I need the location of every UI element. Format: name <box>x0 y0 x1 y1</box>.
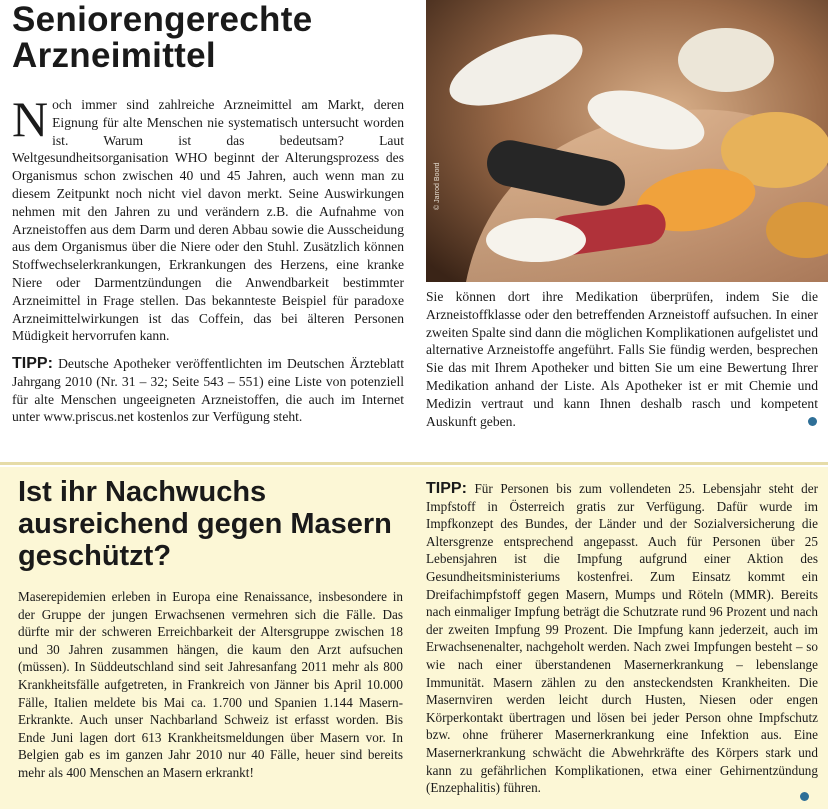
end-mark-dot <box>808 417 817 426</box>
article-column-2-medicines: Sie können dort ihre Medikation überprüfen, indem Sie die Arzneistoffklasse oder den betreffenden Arzneistoff aufsuchen. In einer zweiten Spalte sind dann die möglichen Komplikationen aufgelistet und alternative Arzneistoffe angeführt. Falls Sie fündig werden, besprechen Sie das mit Ihrem Apotheker und bitten Sie um eine Bewertung Ihrer Medikation anhand der Liste. Als Apotheker ist er mit Chemie und Medizin vertraut und kann Ihnen deshalb rasch und kompetent Auskunft geben. <box>426 289 818 429</box>
article-body-measles: Maserepidemien erleben in Europa eine Renaissance, insbesondere in der Gruppe der jungen Erwachsenen vermehren sich die Fälle. Das dürfte mir der schweren Erreichbarkeit der Altersgruppe zwischen 18 und 30 Jahren zusammen hängen, die kaum den Arzt aufsuchen (müssen). In Süddeutschland sind seit Jahresanfang 2011 mehr als 800 Krankheitsfälle aufgetreten, in Frankreich von Jänner bis April 10.000 Fälle, Italien meldete bis Mai ca. 1.700 und Spanien 1.144 Masern-Erkrankte. Auch unser Nachbarland Schweiz ist erfasst worden. Bis Ende Juni lagen dort 613 Krankheitsmeldungen über Masern vor. In Belgien gab es im ganzen Jahr 2010 nur 40 Fälle, heuer sind bereits mehr als 400 Menschen an Masern erkrankt! <box>18 589 403 780</box>
tip-box-medicines <box>12 355 404 426</box>
pills-illustration <box>426 0 828 282</box>
article-title-medicines: Seniorengerechte Arzneimittel <box>12 0 313 75</box>
tip-text: Deutsche Apotheker veröffentlichten im Deutschen Ärzteblatt Jahrgang 2010 (Nr. 31 – 32; Seite 543 – 551) eine Liste von potenziell für alte Menschen ungeeigneten Arzneistoffen, die auch im Internet unter www.priscus.net kostenlos zur Verfügung steht. <box>12 356 404 425</box>
section-divider <box>0 462 828 465</box>
drop-cap: N <box>12 91 49 147</box>
article-body-text: och immer sind zahlreiche Arzneimittel am Markt, deren Eignung für alte Menschen nie systematisch untersucht worden ist. Warum ist das bedeutsam? Laut Weltgesundheitsorganisation WHO beginnt der Alterungsprozess des Organismus schon zwischen 40 und 45 Jahren, auch wenn man zu diesem Zeitpunkt noch nicht viel davon merkt. Seine Auswirkungen nehmen mit den Jahren zu und verändern z.B. die Aufnahme von Arzneistoffen aus dem Darm und deren Abbau sowie die Ausscheidung aus dem Organismus über die Niere oder den Stuhl. Zusätzlich können Stoffwechselerkrankungen, Erkrankungen des Herzens, eine kranke Niere oder Darmentzündungen die Anwendbarkeit bestimmter Arzneimittel in Frage stellen. Das bekannteste Beispiel für paradoxe Arzneimittelwirkungen ist das Coffein, das bei älteren Personen Müdigkeit hervorrufen kann. <box>12 97 404 344</box>
tip-label: TIPP: <box>426 480 467 497</box>
tip-box-measles <box>426 480 818 797</box>
article-title-measles: Ist ihr Nachwuchs ausreichend gegen Masern geschützt? <box>18 476 392 572</box>
pills-photo <box>426 0 828 282</box>
end-mark-dot <box>800 792 809 801</box>
tip-label: TIPP: <box>12 355 53 372</box>
article-body-medicines <box>12 91 404 345</box>
photo-credit: © Jarrod Boord <box>434 162 441 210</box>
tip-text: Für Personen bis zum vollendeten 25. Lebensjahr steht der Impfstoff in Österreich gratis zur Verfügung. Dafür wurde im Impfkonzept des Bundes, der Länder und der Sozialversicherung die Altersgrenze entsprechend angepasst. Auch für Personen über 25 Lebensjahren ist die Impfung aufgrund einer Aktion des Gesundheitsministeriums kostenfrei. Zum Einsatz kommt ein Dreifachimpfstoff gegen Masern, Mumps und Röteln (MMR). Bereits nach einmaliger Impfung beträgt die Schutzrate rund 96 Prozent und nach der zweiten Impfung 99 Prozent. Die Impfung kann jederzeit, auch im Erwachsenenalter, nachgeholt werden. Nach zwei Impfungen besteht – so wie nach einer überstandenen Masernerkrankung – lebenslange Immunität. Masern zählen zu den ansteckendsten Krankheiten. Die Masernviren werden leicht durch Husten, Niesen oder engen Körperkontakt übertragen und lösen bei jeder Person ohne Impfschutz bzw. ohne früherer Masernerkrankung eine Infektion aus. Eine Masernerkrankung schwächt die Abwehrkräfte des Körpers stark und kann zu gefährlichen Komplikationen, etwa einer Gehirnentzündung (Enzephalitis) führen. <box>426 481 818 796</box>
